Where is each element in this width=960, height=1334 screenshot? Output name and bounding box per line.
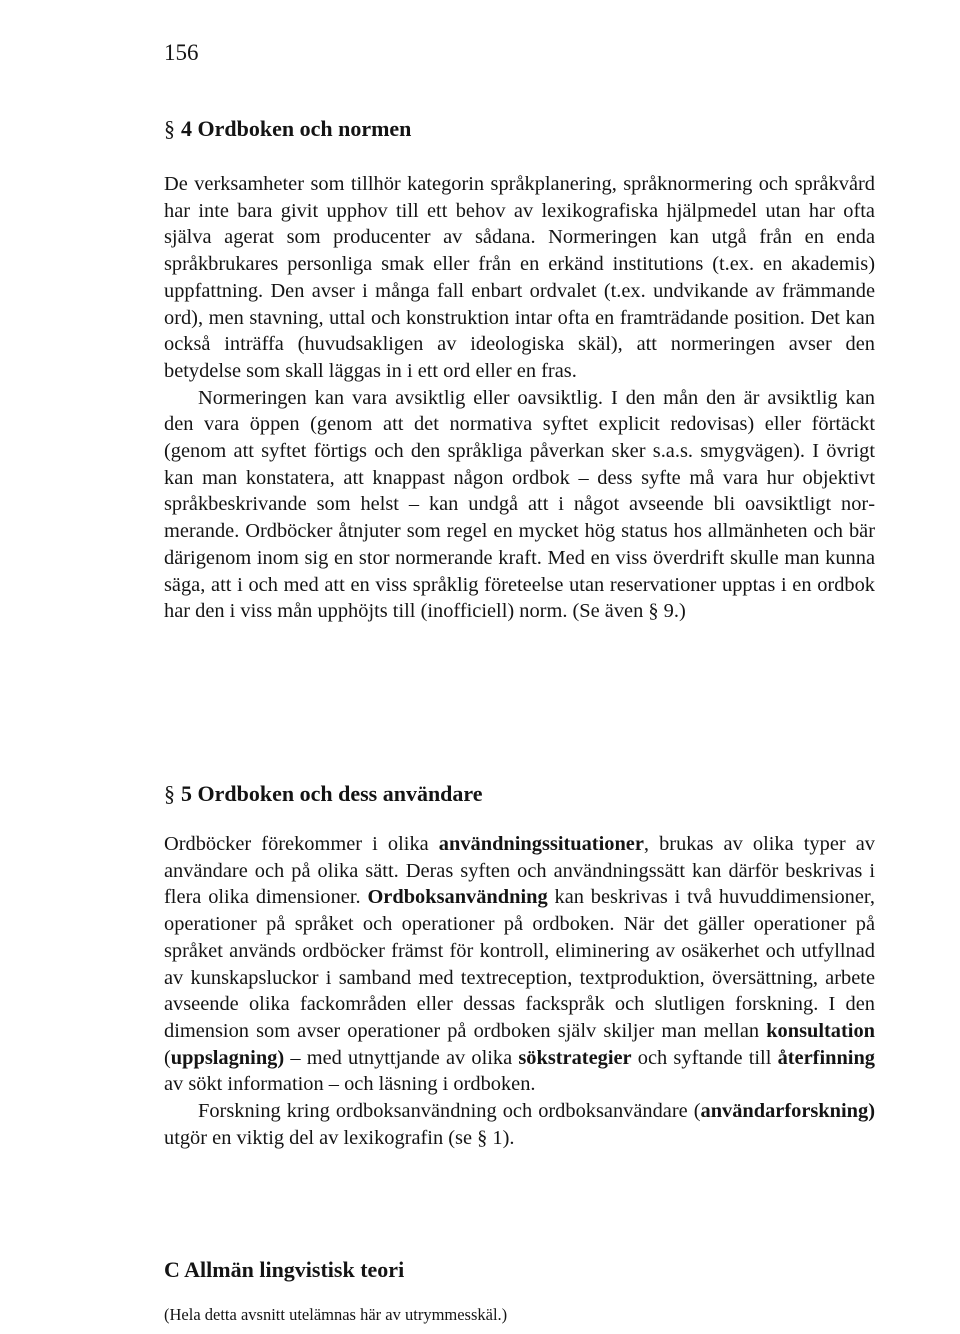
section-4-title: 4 Ordboken och normen bbox=[181, 116, 412, 141]
term-anvandarforskning: användarforskning) bbox=[700, 1100, 875, 1123]
text-run: – med utnyttjande av olika bbox=[284, 1046, 519, 1069]
section-5-heading bbox=[164, 779, 483, 809]
text-run: utgör en viktig del av lexikografin (se § 1). bbox=[164, 1126, 515, 1149]
page-number: 156 bbox=[164, 40, 199, 65]
term-sokstrategier: sökstrategier bbox=[518, 1046, 632, 1069]
section-4-heading bbox=[164, 114, 411, 144]
section-c-heading bbox=[164, 1255, 404, 1285]
text-run: , brukas av olika typer av användare och på olika sätt. Deras syften och användningssätt kan därför beskrivas i flera olika dimensioner. bbox=[164, 833, 876, 909]
text-run: Forskning kring ordboksanvändning och ordboksanvändare ( bbox=[198, 1100, 701, 1123]
term-konsultation: konsultation bbox=[766, 1019, 875, 1042]
text-run: ( bbox=[164, 1046, 171, 1069]
text-run: av sökt information – och läsning i ordboken. bbox=[164, 1073, 536, 1096]
section-5-paragraph-2 bbox=[164, 1098, 875, 1151]
section-4-paragraph-1: De verksamheter som tillhör kategorin språkplanering, språknormering och språkvård har inte bara givit upphov till ett behov av lexikografiska hjälpmedel utan har ofta själva agerat som producenter av sådana. Normeringen kan utgå från en enda språkbrukares personliga smak eller från en erkänd institutions (t.ex. en akademis) uppfattning. Den avser i många fall enbart ordvalet (t.ex. undvikande av främmande ord), men stavning, uttal och konstruktion intar ofta en framträdande position. Det kan också inträffa (huvudsakligen av ideologiska skäl), att normeringen avser den betydelse som skall läggas in i ett ord eller en fras. bbox=[164, 173, 875, 382]
section-5-paragraph-1 bbox=[164, 831, 875, 1098]
section-symbol: § bbox=[164, 781, 175, 806]
section-5-title: 5 Ordboken och dess användare bbox=[181, 781, 483, 806]
term-uppslagning: uppslagning) bbox=[170, 1046, 285, 1069]
term-aterfinning: återfinning bbox=[777, 1046, 875, 1069]
section-4-paragraph-2: Normeringen kan vara avsiktlig eller oavsiktlig. I den mån den är avsiktlig kan den vara öppen (genom att det normativa syftet explicit redovisas) eller förtäckt (genom att syftet förtigs och den språkliga påverkan sker s.a.s. smygvägen). I övrigt kan man konstatera, att knappast någon ordbok – dess syfte må vara hur objektivt språkbeskrivande som helst – kan undgå att i något avseende bli oavsiktligt normerande. Ordböcker åtnjuter som regel en mycket hög status hos allmänheten och bär därigenom inom sig en stor normerande kraft. Med en viss överdrift skulle man kunna säga, att i och med att en viss språklig företeelse utan reservationer upptas i en ordbok har den i viss mån upphöjts till (inofficiell) norm. (Se även § 9.) bbox=[164, 386, 875, 623]
term-anvandningssituationer: användningssituationer bbox=[438, 833, 644, 855]
section-4-body bbox=[164, 171, 875, 625]
omission-note: (Hela detta avsnitt utelämnas här av utrymmesskäl.) bbox=[164, 1305, 508, 1324]
text-run: och syftande till bbox=[631, 1046, 778, 1069]
text-run: Ordböcker förekommer i olika bbox=[164, 833, 439, 855]
section-symbol: § bbox=[164, 116, 175, 141]
text-run: kan beskrivas i två huvuddimensioner, operationer på språket och operationer på ordboken. När det gäller operationer på språket används ordböcker främst för kontroll, eliminering av osäkerhet och utfyllnad av kunskapsluckor i samband med textreception, textproduktion, översättning, arbete avseende olika fackområden eller dessas fackspråk och slutligen forskning. I den dimension som avser operationer på ordboken själv skiljer man mellan bbox=[164, 886, 875, 1042]
section-5-body bbox=[164, 831, 875, 1151]
section-c-title: C Allmän lingvistisk teori bbox=[164, 1257, 405, 1282]
term-ordboksanvandning: Ordboksanvändning bbox=[367, 886, 548, 909]
